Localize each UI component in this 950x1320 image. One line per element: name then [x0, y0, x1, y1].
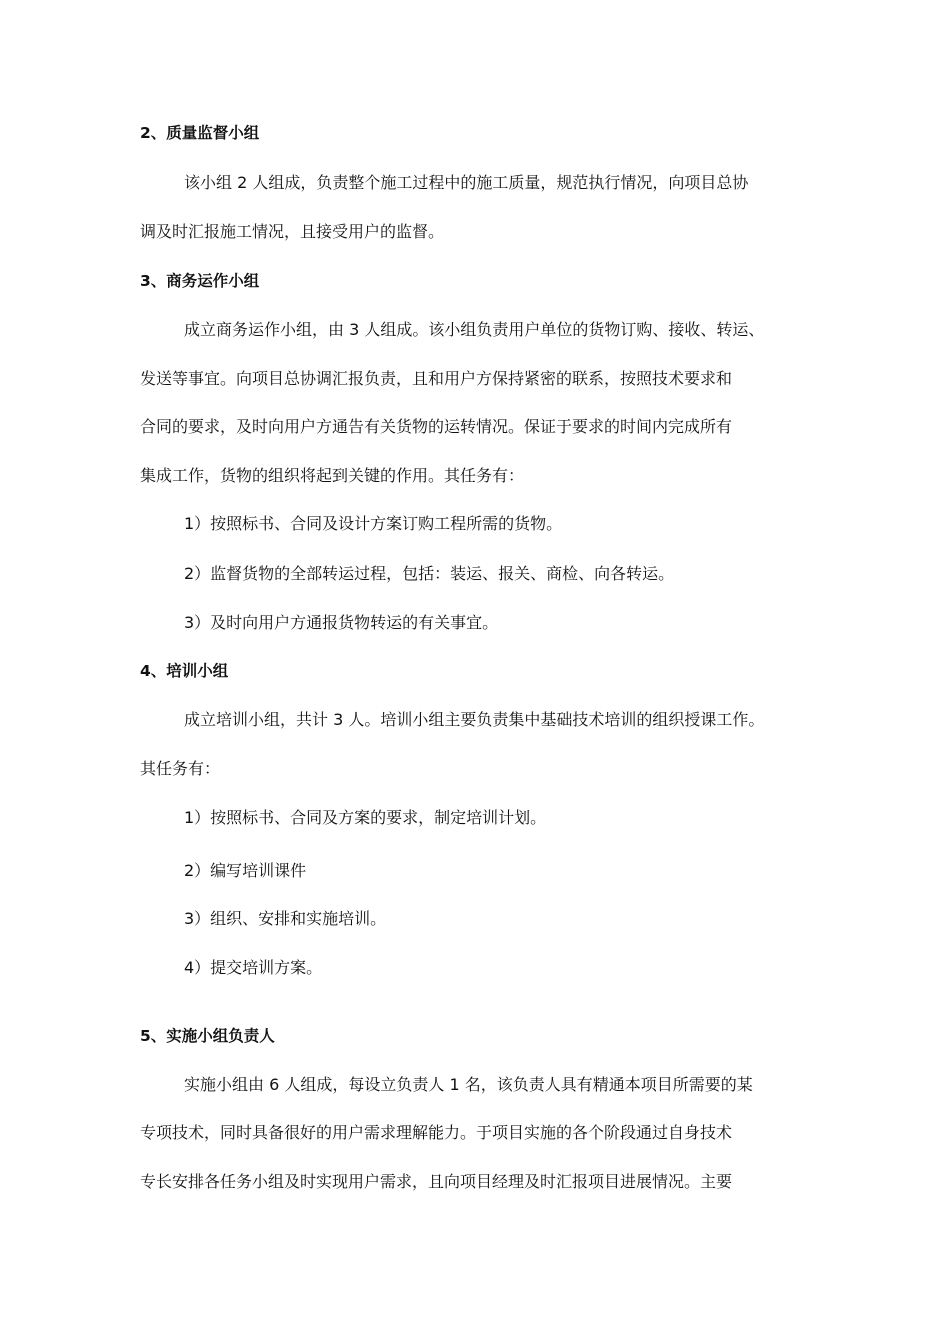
- list-item: 3）组织、安排和实施培训。: [184, 909, 387, 928]
- paragraph-line: 实施小组由 6 人组成，每设立负责人 1 名，该负责人具有精通本项目所需要的某: [184, 1075, 753, 1094]
- paragraph-line: 调及时汇报施工情况，且接受用户的监督。: [140, 222, 445, 241]
- list-item: 2）监督货物的全部转运过程，包括：装运、报关、商检、向各转运。: [184, 564, 675, 583]
- paragraph-line: 其任务有：: [140, 759, 221, 778]
- section-heading: 3、商务运作小组: [140, 272, 260, 290]
- section-heading: 5、实施小组负责人: [140, 1027, 275, 1045]
- list-item: 1）按照标书、合同及方案的要求，制定培训计划。: [184, 808, 547, 827]
- list-item: 3）及时向用户方通报货物转运的有关事宜。: [184, 613, 499, 632]
- paragraph-line: 专项技术，同时具备很好的用户需求理解能力。于项目实施的各个阶段通过自身技术: [140, 1123, 733, 1142]
- paragraph-line: 成立商务运作小组，由 3 人组成。该小组负责用户单位的货物订购、接收、转运、: [184, 320, 765, 339]
- list-item: 4）提交培训方案。: [184, 958, 323, 977]
- list-item: 2）编写培训课件: [184, 861, 307, 880]
- paragraph-line: 集成工作，货物的组织将起到关键的作用。其任务有：: [140, 466, 525, 485]
- paragraph-line: 专长安排各任务小组及时实现用户需求，且向项目经理及时汇报项目进展情况。主要: [140, 1172, 733, 1191]
- paragraph-line: 成立培训小组，共计 3 人。培训小组主要负责集中基础技术培训的组织授课工作。: [184, 710, 765, 729]
- paragraph-line: 发送等事宜。向项目总协调汇报负责，且和用户方保持紧密的联系，按照技术要求和: [140, 369, 733, 388]
- paragraph-line: 该小组 2 人组成，负责整个施工过程中的施工质量，规范执行情况，向项目总协: [184, 173, 749, 192]
- list-item: 1）按照标书、合同及设计方案订购工程所需的货物。: [184, 514, 563, 533]
- section-heading: 4、培训小组: [140, 662, 229, 680]
- section-heading: 2、质量监督小组: [140, 124, 260, 142]
- paragraph-line: 合同的要求，及时向用户方通告有关货物的运转情况。保证于要求的时间内完成所有: [140, 417, 733, 436]
